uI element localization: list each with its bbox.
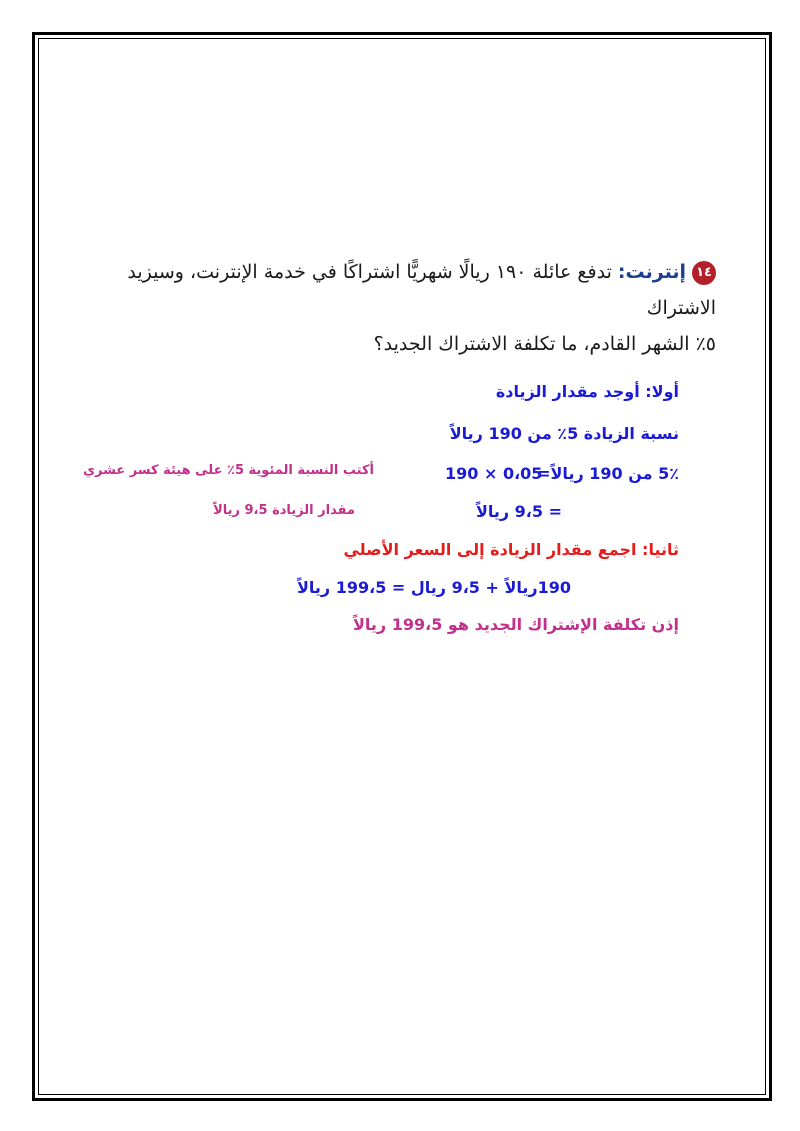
- problem-line-1: [76, 254, 716, 326]
- problem-line-2: [76, 326, 716, 362]
- rate-line: نسبة الزيادة 5٪ من 190 ريالاً: [449, 424, 679, 443]
- step2-title: ثانيا: اجمع مقدار الزيادة إلى السعر الأصلي: [343, 540, 679, 559]
- result-note: مقدار الزيادة 9،5 ريالاً: [213, 503, 355, 518]
- calc-note: أكتب النسبة المئوية 5٪ على هيئة كسر عشري: [83, 463, 374, 478]
- problem-statement: [76, 254, 716, 362]
- calc-expression: 190 × 0،05: [445, 464, 543, 483]
- conclusion-line: إذن تكلفة الإشتراك الجديد هو 199،5 ريالاً: [353, 615, 679, 634]
- page-border-inner: [38, 38, 766, 1095]
- problem-text-line-2: ٥٪ الشهر القادم، ما تكلفة الاشتراك الجديد؟: [373, 333, 716, 355]
- step1-title: أولا: أوجد مقدار الزيادة: [495, 382, 679, 401]
- result-value: = 9،5 ريالاً: [475, 502, 562, 521]
- calc-left: 5٪ من 190 ريالاً=: [537, 464, 679, 483]
- sum-line: 190ريالاً + 9،5 ريال = 199،5 ريالاً: [297, 578, 571, 597]
- problem-keyword: إنترنت:: [617, 261, 686, 283]
- problem-text-line-1: تدفع عائلة ١٩٠ ريالًا شهريًّا اشتراكًا في خدمة الإنترنت، وسيزيد الاشتراك: [127, 261, 716, 319]
- problem-number-badge: ١٤: [692, 261, 716, 285]
